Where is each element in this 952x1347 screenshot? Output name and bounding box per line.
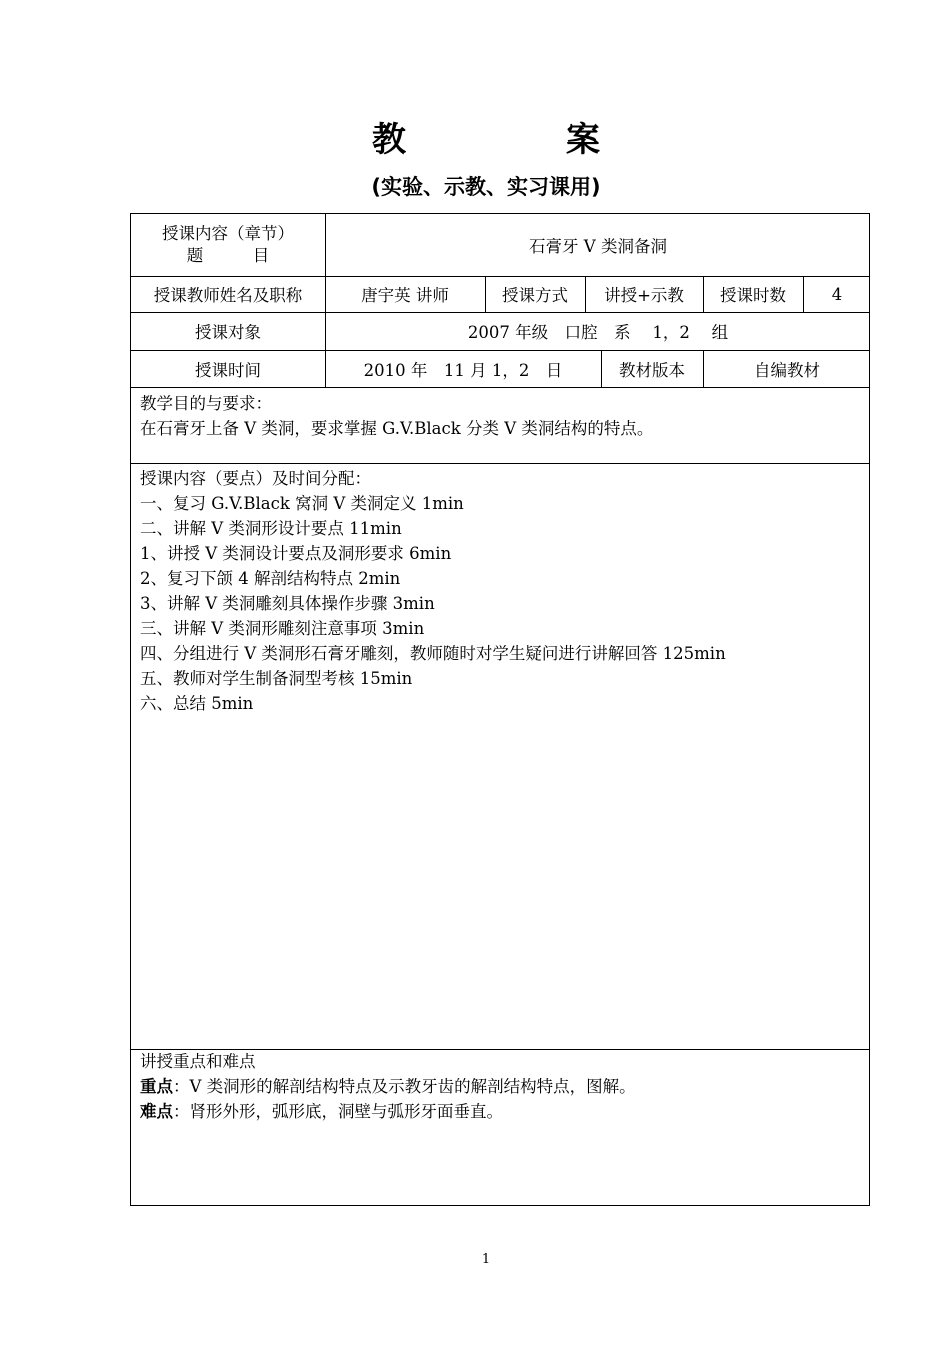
method-label: 授课方式 — [502, 286, 568, 305]
row-divider — [131, 463, 869, 464]
row-divider — [131, 387, 869, 388]
time-label: 授课时间 — [195, 360, 261, 380]
method-value: 讲授+示教 — [604, 286, 684, 305]
keypoints-heading: 讲授重点和难点 — [140, 1052, 256, 1071]
title-char-1: 教 — [372, 120, 406, 160]
topic-label — [131, 214, 325, 276]
key-point-label: 重点 — [140, 1077, 173, 1096]
lesson-plan-table — [130, 213, 870, 1206]
objectives-text: 在石膏牙上备 V 类洞，要求掌握 G.V.Black 分类 V 类洞结构的特点。 — [140, 419, 654, 438]
title-char-2: 案 — [566, 120, 600, 160]
difficulty-text: ：肾形外形，弧形底，洞壁与弧形牙面垂直。 — [173, 1102, 503, 1121]
teacher-label: 授课教师姓名及职称 — [153, 286, 303, 305]
content-item: 1、讲授 V 类洞设计要点及洞形要求 6min — [140, 544, 452, 563]
objectives-heading: 教学目的与要求： — [140, 394, 272, 413]
content-item: 一、复习 G.V.Black 窝洞 V 类洞定义 1min — [140, 494, 464, 513]
key-point-line — [140, 1074, 860, 1099]
content-section — [140, 466, 860, 716]
difficulty-label: 难点 — [140, 1102, 173, 1121]
teacher-value: 唐宇英 讲师 — [361, 286, 449, 305]
hours-value: 4 — [831, 284, 843, 304]
hours-label: 授课时数 — [720, 286, 786, 305]
content-item: 3、讲解 V 类洞雕刻具体操作步骤 3min — [140, 594, 435, 613]
document-subtitle: (实验、示教、实习课用) — [371, 175, 601, 199]
key-point-text: ：V 类洞形的解剖结构特点及示教牙齿的解剖结构特点，图解。 — [173, 1077, 636, 1096]
edition-label: 教材版本 — [619, 360, 685, 380]
page-number: 1 — [481, 1252, 491, 1267]
audience-label: 授课对象 — [195, 323, 261, 342]
content-item: 二、讲解 V 类洞形设计要点 11min — [140, 519, 402, 538]
content-item: 三、讲解 V 类洞形雕刻注意事项 3min — [140, 619, 425, 638]
content-heading: 授课内容（要点）及时间分配： — [140, 469, 371, 488]
topic-label-line-1: 授课内容（章节） — [162, 224, 294, 243]
difficulty-line — [140, 1099, 860, 1124]
topic-value: 石膏牙 V 类洞备洞 — [529, 237, 667, 256]
topic-label-line-2: 题 目 — [186, 246, 270, 265]
content-item: 2、复习下颌 4 解剖结构特点 2min — [140, 569, 401, 588]
keypoints-section — [140, 1049, 860, 1124]
objectives-section — [140, 391, 860, 441]
content-item: 六、总结 5min — [140, 694, 254, 713]
audience-value: 2007 年级 口腔 系 1，2 组 — [467, 323, 729, 342]
content-item: 五、教师对学生制备洞型考核 15min — [140, 669, 413, 688]
edition-value: 自编教材 — [754, 360, 820, 380]
content-item: 四、分组进行 V 类洞形石膏牙雕刻，教师随时对学生疑问进行讲解回答 125min — [140, 644, 726, 663]
time-value: 2010 年 11 月 1，2 日 — [363, 360, 563, 380]
